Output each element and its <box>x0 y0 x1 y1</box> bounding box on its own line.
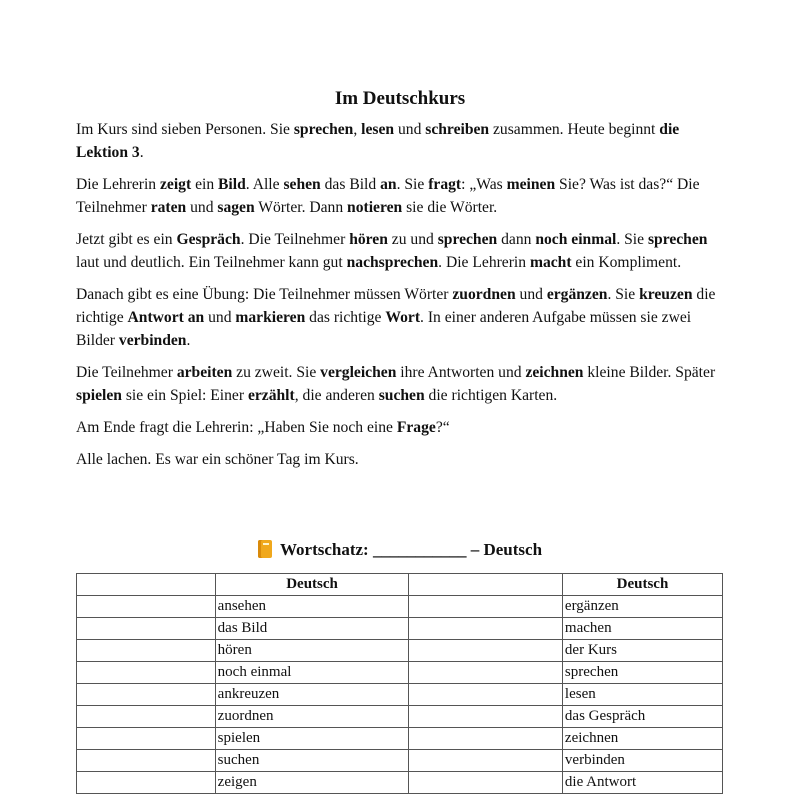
table-row <box>77 684 723 706</box>
bold-word: ergänzen <box>546 286 608 303</box>
text-run: Am Ende fragt die Lehrerin: „Haben Sie noch eine <box>76 419 397 436</box>
german-word-cell: zeichnen <box>562 728 722 750</box>
table-row <box>77 728 723 750</box>
german-word-cell: das Bild <box>215 618 409 640</box>
bold-word: die Lektion 3 <box>76 121 680 161</box>
text-run: Wörter. Dann <box>254 199 348 216</box>
text-run: . Sie <box>616 231 648 248</box>
bold-word: vergleichen <box>320 364 397 381</box>
vocab-heading-label: Wortschatz: ___________ – Deutsch <box>279 540 543 559</box>
translation-blank-cell[interactable] <box>409 662 563 684</box>
text-run: laut und deutlich. Ein Teilnehmer kann gut <box>76 254 347 271</box>
bold-word: spielen <box>76 387 122 404</box>
text-run: das richtige <box>305 309 386 326</box>
bold-word: sprechen <box>293 121 354 138</box>
text-run: kleine Bilder. Später <box>583 364 716 381</box>
bold-word: schreiben <box>425 121 490 138</box>
translation-blank-cell[interactable] <box>77 618 216 640</box>
text-run: . Sie <box>396 176 429 193</box>
vocab-header-cell: Deutsch <box>215 574 409 596</box>
german-word-cell: sprechen <box>562 662 722 684</box>
bold-word: notieren <box>347 199 403 216</box>
text-run: . Sie <box>607 286 640 303</box>
translation-blank-cell[interactable] <box>409 728 563 750</box>
bold-word: Gespräch <box>176 231 241 248</box>
table-row <box>77 706 723 728</box>
text-run: und <box>515 286 547 303</box>
text-run: Alle lachen. Es war ein schöner Tag im Kurs. <box>76 451 359 468</box>
orange-book-icon <box>258 540 272 558</box>
german-word-cell: ansehen <box>215 596 409 618</box>
german-word-cell: verbinden <box>562 750 722 772</box>
bold-word: macht <box>529 254 572 271</box>
text-run: . Alle <box>245 176 284 193</box>
text-run: zu zweit. Sie <box>232 364 321 381</box>
text-run: die richtige <box>76 286 716 326</box>
text-run: : „Was <box>461 176 507 193</box>
vocab-header-cell <box>77 574 216 596</box>
paragraph <box>76 416 726 439</box>
text-run: . Die Teilnehmer <box>240 231 350 248</box>
text-run: Danach gibt es eine Übung: Die Teilnehmer müssen Wörter <box>76 286 453 303</box>
bold-word: sprechen <box>437 231 498 248</box>
text-run: ein <box>191 176 219 193</box>
table-row <box>77 750 723 772</box>
text-run: . Die Lehrerin <box>438 254 530 271</box>
german-word-cell: suchen <box>215 750 409 772</box>
translation-blank-cell[interactable] <box>409 706 563 728</box>
text-run: ein Kompliment. <box>571 254 682 271</box>
text-run: sie die Wörter. <box>402 199 498 216</box>
translation-blank-cell[interactable] <box>77 640 216 662</box>
vocab-header-row <box>77 574 723 596</box>
bold-word: zeichnen <box>525 364 584 381</box>
text-run: und <box>186 199 218 216</box>
bold-word: noch einmal <box>535 231 617 248</box>
german-word-cell: das Gespräch <box>562 706 722 728</box>
bold-word: sprechen <box>647 231 708 248</box>
german-word-cell: zeigen <box>215 772 409 794</box>
text-run: zusammen. Heute beginnt <box>489 121 660 138</box>
bold-word: Bild <box>218 176 246 193</box>
bold-word: nachsprechen <box>346 254 439 271</box>
german-word-cell: der Kurs <box>562 640 722 662</box>
paragraph <box>76 283 726 352</box>
german-word-cell: machen <box>562 618 722 640</box>
german-word-cell: die Antwort <box>562 772 722 794</box>
vocab-heading <box>0 540 800 560</box>
text-run: , die anderen <box>294 387 379 404</box>
bold-word: sehen <box>283 176 321 193</box>
text-run: Sie? Was ist das?“ Die Teilnehmer <box>76 176 700 216</box>
bold-word: Wort <box>385 309 421 326</box>
translation-blank-cell[interactable] <box>77 596 216 618</box>
text-run: und <box>394 121 426 138</box>
text-run: ihre Antworten und <box>396 364 526 381</box>
bold-word: sagen <box>217 199 255 216</box>
bold-word: Frage <box>396 419 436 436</box>
vocab-header-cell <box>409 574 563 596</box>
german-word-cell: hören <box>215 640 409 662</box>
bold-word: fragt <box>428 176 462 193</box>
bold-word: raten <box>150 199 187 216</box>
story-text <box>76 118 726 480</box>
paragraph <box>76 118 726 164</box>
bold-word: lesen <box>361 121 395 138</box>
table-row <box>77 662 723 684</box>
german-word-cell: zuordnen <box>215 706 409 728</box>
text-run: , <box>353 121 362 138</box>
table-row <box>77 618 723 640</box>
bold-word: kreuzen <box>639 286 693 303</box>
table-row <box>77 640 723 662</box>
bold-word: erzählt <box>247 387 295 404</box>
german-word-cell: ergänzen <box>562 596 722 618</box>
text-run: das Bild <box>320 176 381 193</box>
table-row <box>77 596 723 618</box>
paragraph <box>76 448 726 471</box>
translation-blank-cell[interactable] <box>77 662 216 684</box>
text-run: ?“ <box>435 419 450 436</box>
text-run: . <box>139 144 144 161</box>
translation-blank-cell[interactable] <box>409 640 563 662</box>
translation-blank-cell[interactable] <box>77 684 216 706</box>
text-run: . In einer anderen Aufgabe müssen sie zwei Bilder <box>76 309 692 349</box>
vocab-header-cell: Deutsch <box>562 574 722 596</box>
text-run: Die Teilnehmer <box>76 364 177 381</box>
translation-blank-cell[interactable] <box>77 728 216 750</box>
bold-word: markieren <box>235 309 306 326</box>
german-word-cell: lesen <box>562 684 722 706</box>
bold-word: meinen <box>506 176 556 193</box>
text-run: und <box>204 309 236 326</box>
translation-blank-cell[interactable] <box>77 750 216 772</box>
german-word-cell: noch einmal <box>215 662 409 684</box>
table-row <box>77 772 723 794</box>
paragraph <box>76 228 726 274</box>
bold-word: an <box>380 176 397 193</box>
paragraph <box>76 361 726 407</box>
vocab-table <box>76 573 723 794</box>
text-run: Jetzt gibt es ein <box>76 231 177 248</box>
translation-blank-cell[interactable] <box>77 706 216 728</box>
bold-word: zeigt <box>160 176 192 193</box>
text-run: Im Kurs sind sieben Personen. Sie <box>76 121 294 138</box>
bold-word: verbinden <box>118 332 187 349</box>
translation-blank-cell[interactable] <box>409 750 563 772</box>
translation-blank-cell[interactable] <box>77 772 216 794</box>
bold-word: arbeiten <box>176 364 233 381</box>
bold-word: Antwort an <box>127 309 205 326</box>
text-run: Die Lehrerin <box>76 176 160 193</box>
german-word-cell: ankreuzen <box>215 684 409 706</box>
text-run: die richtigen Karten. <box>424 387 558 404</box>
document-title: Im Deutschkurs <box>334 88 466 109</box>
translation-blank-cell[interactable] <box>409 596 563 618</box>
bold-word: suchen <box>378 387 425 404</box>
text-run: dann <box>497 231 536 248</box>
bold-word: zuordnen <box>452 286 516 303</box>
text-run: zu und <box>387 231 438 248</box>
text-run: . <box>186 332 191 349</box>
german-word-cell: spielen <box>215 728 409 750</box>
translation-blank-cell[interactable] <box>409 772 563 794</box>
paragraph <box>76 173 726 219</box>
bold-word: hören <box>349 231 388 248</box>
translation-blank-cell[interactable] <box>409 618 563 640</box>
text-run: sie ein Spiel: Einer <box>121 387 248 404</box>
translation-blank-cell[interactable] <box>409 684 563 706</box>
